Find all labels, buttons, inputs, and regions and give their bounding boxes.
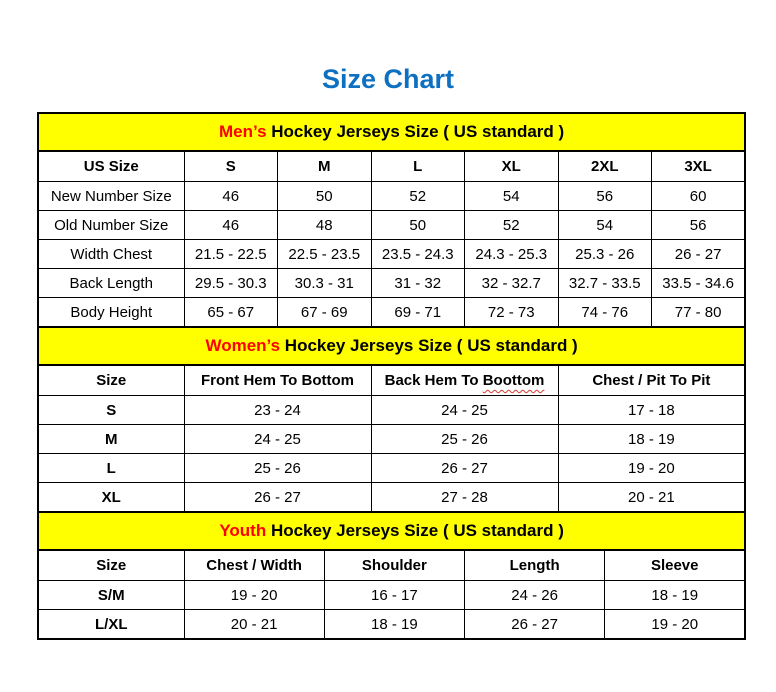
misspelled-word: Boottom — [482, 372, 545, 389]
column-header-sleeve: Sleeve — [605, 550, 745, 581]
size-value-cell: 25.3 - 26 — [558, 240, 652, 269]
column-header-chest-width: Chest / Width — [184, 550, 324, 581]
size-value-cell: 26 - 27 — [465, 610, 605, 640]
size-value-cell: 26 - 27 — [652, 240, 746, 269]
size-value-cell: 54 — [558, 211, 652, 240]
column-header-front-hem: Front Hem To Bottom — [184, 365, 371, 396]
table-row-women-s — [38, 396, 745, 425]
size-value-cell: 20 - 21 — [558, 483, 745, 513]
row-label: M — [38, 425, 184, 454]
size-chart-table — [37, 112, 746, 640]
row-label: Old Number Size — [38, 211, 184, 240]
size-value-cell: 27 - 28 — [371, 483, 558, 513]
size-value-cell: 46 — [184, 182, 278, 211]
size-value-cell: 25 - 26 — [371, 425, 558, 454]
size-value-cell: 74 - 76 — [558, 298, 652, 328]
size-value-cell: 56 — [652, 211, 746, 240]
size-value-cell: 20 - 21 — [184, 610, 324, 640]
size-value-cell: 24 - 26 — [465, 581, 605, 610]
size-value-cell: 19 - 20 — [184, 581, 324, 610]
size-value-cell: 54 — [465, 182, 559, 211]
mens-section-highlight: Men’s — [219, 122, 267, 141]
womens-section-header — [38, 327, 745, 365]
size-value-cell: 24 - 25 — [371, 396, 558, 425]
column-header-2xl: 2XL — [558, 151, 652, 182]
size-value-cell: 22.5 - 23.5 — [278, 240, 372, 269]
size-value-cell: 18 - 19 — [324, 610, 464, 640]
row-label: L/XL — [38, 610, 184, 640]
column-header-back-hem — [371, 365, 558, 396]
column-header-l: L — [371, 151, 465, 182]
table-row-back-length — [38, 269, 745, 298]
size-value-cell: 21.5 - 22.5 — [184, 240, 278, 269]
size-value-cell: 31 - 32 — [371, 269, 465, 298]
size-value-cell: 67 - 69 — [278, 298, 372, 328]
size-value-cell: 23.5 - 24.3 — [371, 240, 465, 269]
size-value-cell: 24 - 25 — [184, 425, 371, 454]
column-header-chest-pit: Chest / Pit To Pit — [558, 365, 745, 396]
table-row-body-height — [38, 298, 745, 328]
mens-column-header-row — [38, 151, 745, 182]
youth-section-header — [38, 512, 745, 550]
row-label: L — [38, 454, 184, 483]
size-value-cell: 52 — [371, 182, 465, 211]
size-value-cell: 19 - 20 — [558, 454, 745, 483]
column-header-shoulder: Shoulder — [324, 550, 464, 581]
size-value-cell: 46 — [184, 211, 278, 240]
table-row-women-l — [38, 454, 745, 483]
size-value-cell: 30.3 - 31 — [278, 269, 372, 298]
table-row-width-chest — [38, 240, 745, 269]
mens-section-band — [38, 113, 745, 151]
row-label: Back Length — [38, 269, 184, 298]
column-header-length: Length — [465, 550, 605, 581]
page-title: Size Chart — [321, 64, 455, 94]
size-value-cell: 18 - 19 — [605, 581, 745, 610]
womens-section-header-text: Hockey Jerseys Size ( US standard ) — [280, 336, 578, 355]
size-value-cell: 52 — [465, 211, 559, 240]
size-value-cell: 32 - 32.7 — [465, 269, 559, 298]
size-value-cell: 24.3 - 25.3 — [465, 240, 559, 269]
size-value-cell: 77 - 80 — [652, 298, 746, 328]
size-value-cell: 16 - 17 — [324, 581, 464, 610]
womens-column-header-row — [38, 365, 745, 396]
column-header-us-size: US Size — [38, 151, 184, 182]
youth-section-highlight: Youth — [219, 521, 267, 540]
column-header-xl: XL — [465, 151, 559, 182]
table-row-youth-lxl — [38, 610, 745, 640]
table-row-women-m — [38, 425, 745, 454]
column-header-m: M — [278, 151, 372, 182]
column-header-3xl: 3XL — [652, 151, 746, 182]
size-value-cell: 32.7 - 33.5 — [558, 269, 652, 298]
size-value-cell: 23 - 24 — [184, 396, 371, 425]
table-row-youth-sm — [38, 581, 745, 610]
size-value-cell: 26 - 27 — [371, 454, 558, 483]
column-header-s: S — [184, 151, 278, 182]
size-value-cell: 33.5 - 34.6 — [652, 269, 746, 298]
size-value-cell: 48 — [278, 211, 372, 240]
size-value-cell: 19 - 20 — [605, 610, 745, 640]
size-value-cell: 26 - 27 — [184, 483, 371, 513]
youth-column-header-row — [38, 550, 745, 581]
size-value-cell: 69 - 71 — [371, 298, 465, 328]
row-label: Body Height — [38, 298, 184, 328]
row-label: New Number Size — [38, 182, 184, 211]
table-row-old-number-size — [38, 211, 745, 240]
back-hem-label-prefix: Back Hem To — [384, 372, 479, 389]
size-value-cell: 50 — [371, 211, 465, 240]
size-value-cell: 50 — [278, 182, 372, 211]
row-label: XL — [38, 483, 184, 513]
mens-section-header-text: Hockey Jerseys Size ( US standard ) — [266, 122, 565, 141]
womens-section-highlight: Women’s — [205, 336, 281, 355]
table-row-women-xl — [38, 483, 745, 513]
size-value-cell: 56 — [558, 182, 652, 211]
size-value-cell: 29.5 - 30.3 — [184, 269, 278, 298]
size-value-cell: 25 - 26 — [184, 454, 371, 483]
womens-section-band — [38, 327, 745, 365]
size-value-cell: 18 - 19 — [558, 425, 745, 454]
row-label: Width Chest — [38, 240, 184, 269]
youth-section-band — [38, 512, 745, 550]
table-row-new-number-size — [38, 182, 745, 211]
size-value-cell: 17 - 18 — [558, 396, 745, 425]
youth-section-header-text: Hockey Jerseys Size ( US standard ) — [266, 521, 564, 540]
column-header-size: Size — [38, 365, 184, 396]
row-label: S — [38, 396, 184, 425]
mens-section-header — [38, 113, 745, 151]
size-value-cell: 65 - 67 — [184, 298, 278, 328]
size-value-cell: 72 - 73 — [465, 298, 559, 328]
column-header-size: Size — [38, 550, 184, 581]
row-label: S/M — [38, 581, 184, 610]
size-value-cell: 60 — [652, 182, 746, 211]
